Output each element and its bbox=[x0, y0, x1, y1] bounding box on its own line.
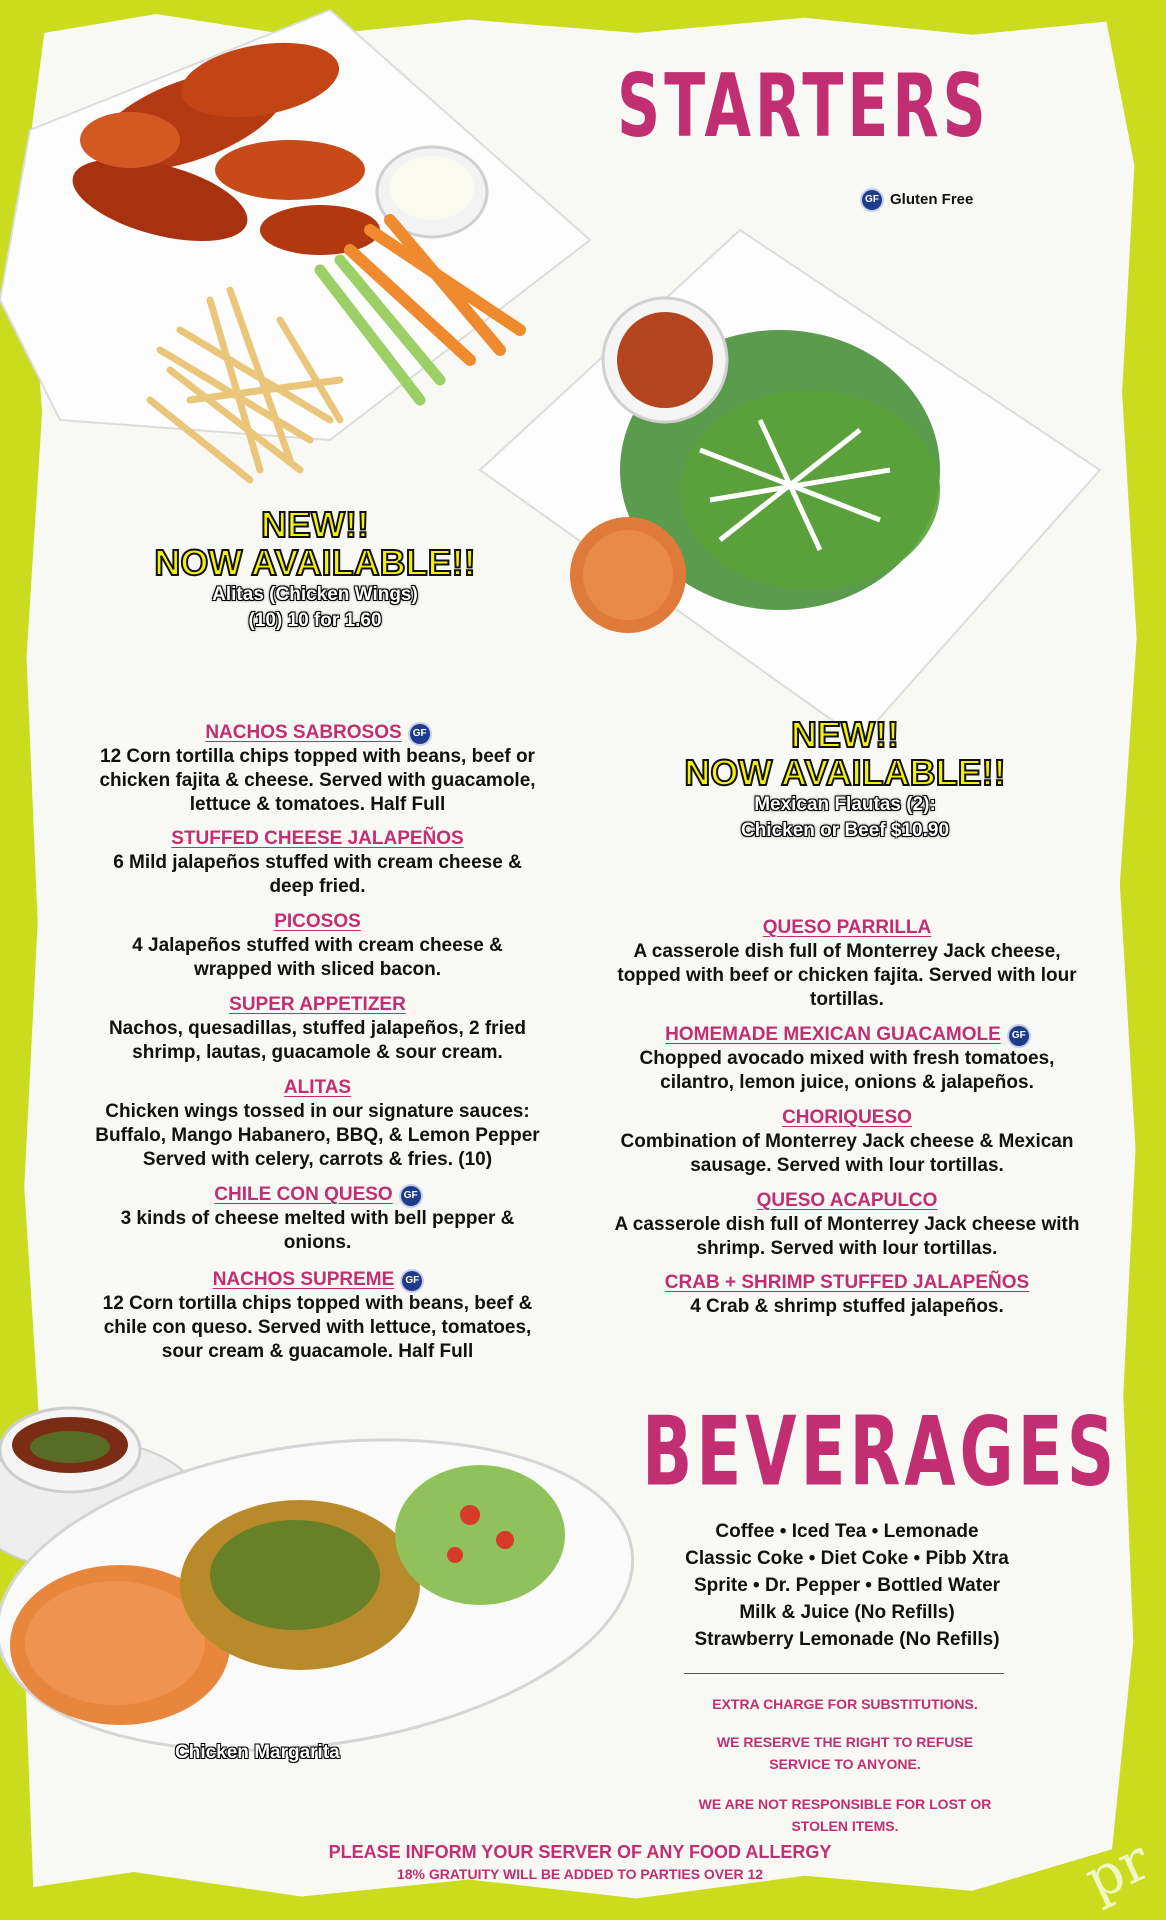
starters-title: STARTERS bbox=[617, 56, 990, 158]
gluten-free-legend bbox=[862, 190, 973, 210]
item-desc: Combination of Monterrey Jack cheese & Mexican sausage. Served with lour tortillas. bbox=[620, 1131, 1074, 1176]
item-desc: Nachos, quesadillas, stuffed jalapeños, 2 fried shrimp, lautas, guacamole & sour cream. bbox=[108, 1018, 527, 1063]
item-desc: Chopped avocado mixed with fresh tomatoes, cilantro, lemon juice, onions & jalapeños. bbox=[639, 1048, 1055, 1093]
beverages-title: BEVERAGES bbox=[642, 1396, 1119, 1508]
flautas-plate-photo bbox=[460, 220, 1120, 780]
item-name: STUFFED CHEESE JALAPEÑOS bbox=[171, 828, 464, 849]
item-name: QUESO PARRILLA bbox=[762, 917, 932, 938]
item-name: QUESO ACAPULCO bbox=[756, 1190, 938, 1211]
menu-item-queso-acapulco bbox=[602, 1189, 1092, 1261]
chicken-margarita-photo bbox=[0, 1375, 640, 1795]
promo-wings bbox=[130, 506, 500, 634]
gf-badge-icon: GF bbox=[410, 724, 430, 744]
gf-badge-icon: GF bbox=[862, 190, 882, 210]
beverage-line: Classic Coke • Diet Coke • Pibb Xtra bbox=[685, 1548, 1009, 1569]
watermark: pr bbox=[1075, 1827, 1160, 1914]
menu-item-crab-shrimp-jalapenos bbox=[612, 1271, 1082, 1319]
menu-item-nachos-supreme bbox=[95, 1268, 540, 1364]
beverages-list bbox=[612, 1518, 1082, 1653]
promo-price: (10) 10 for 1.60 bbox=[248, 609, 382, 631]
item-name: ALITAS bbox=[283, 1077, 352, 1098]
item-desc: 4 Crab & shrimp stuffed jalapeños. bbox=[690, 1296, 1004, 1317]
item-desc: A casserole dish full of Monterrey Jack cheese, topped with beef or chicken fajita. Served with lour tortillas. bbox=[617, 941, 1077, 1010]
notice-lost-items: WE ARE NOT RESPONSIBLE FOR LOST OR STOLEN ITEMS. bbox=[698, 1796, 992, 1834]
salad bbox=[395, 1465, 565, 1605]
menu-item-picosos bbox=[100, 910, 535, 982]
beverage-line: Coffee • Iced Tea • Lemonade bbox=[715, 1521, 979, 1542]
item-desc: 12 Corn tortilla chips topped with beans, beef & chile con queso. Served with lettuce, tomatoes, sour cream & guacamole. Half Full bbox=[102, 1293, 533, 1362]
promo-available: NOW AVAILABLE!! bbox=[154, 541, 476, 583]
beverage-line: Milk & Juice (No Refills) bbox=[739, 1602, 955, 1623]
item-desc: 3 kinds of cheese melted with bell pepper & onions. bbox=[120, 1208, 515, 1253]
item-name: NACHOS SABROSOS bbox=[205, 722, 402, 743]
gf-badge-icon: GF bbox=[401, 1186, 421, 1206]
item-name: PICOSOS bbox=[274, 911, 361, 932]
promo-new: NEW!! bbox=[261, 504, 369, 545]
menu-item-alitas bbox=[70, 1076, 565, 1172]
menu-item-stuffed-cheese-jalapenos bbox=[90, 827, 545, 899]
menu-item-nachos-sabrosos bbox=[70, 721, 565, 817]
menu-item-choriqueso bbox=[597, 1106, 1097, 1178]
menu-item-homemade-guacamole bbox=[602, 1023, 1092, 1095]
promo-item: Mexican Flautas (2): bbox=[754, 793, 936, 815]
menu-item-chile-con-queso bbox=[100, 1183, 535, 1255]
menu-item-super-appetizer bbox=[80, 993, 555, 1065]
gratuity-notice: 18% GRATUITY WILL BE ADDED TO PARTIES OVER 12 bbox=[396, 1866, 764, 1882]
promo-available: NOW AVAILABLE!! bbox=[684, 751, 1006, 793]
promo-item: Alitas (Chicken Wings) bbox=[212, 583, 418, 605]
item-name: SUPER APPETIZER bbox=[229, 994, 406, 1015]
promo-new: NEW!! bbox=[791, 714, 899, 755]
gluten-free-label: Gluten Free bbox=[890, 190, 974, 208]
notice-substitutions: EXTRA CHARGE FOR SUBSTITUTIONS. bbox=[712, 1696, 978, 1712]
item-name: CRAB + SHRIMP STUFFED JALAPEÑOS bbox=[664, 1272, 1030, 1293]
photo-caption: Chicken Margarita bbox=[175, 1742, 340, 1763]
notice-refuse-service: WE RESERVE THE RIGHT TO REFUSE SERVICE TO ANYONE. bbox=[716, 1734, 974, 1772]
item-name: CHILE CON QUESO bbox=[214, 1184, 393, 1205]
item-desc: Chicken wings tossed in our signature sauces: Buffalo, Mango Habanero, BBQ, & Lemon Pepper Served with celery, carrots & fries. (10) bbox=[95, 1101, 540, 1170]
item-name: CHORIQUESO bbox=[782, 1107, 912, 1128]
item-desc: 6 Mild jalapeños stuffed with cream cheese & deep fried. bbox=[113, 852, 522, 897]
beverage-line: Sprite • Dr. Pepper • Bottled Water bbox=[693, 1575, 1001, 1596]
item-desc: A casserole dish full of Monterrey Jack cheese with shrimp. Served with lour tortillas. bbox=[614, 1214, 1080, 1259]
item-desc: 12 Corn tortilla chips topped with beans, beef or chicken fajita & cheese. Served with guacamole, lettuce & tomatoes. Half Full bbox=[99, 746, 536, 815]
gf-badge-icon: GF bbox=[402, 1271, 422, 1291]
promo-flautas bbox=[660, 716, 1030, 844]
beverage-line: Strawberry Lemonade (No Refills) bbox=[694, 1629, 1000, 1650]
item-name: HOMEMADE MEXICAN GUACAMOLE bbox=[665, 1024, 1001, 1045]
menu-item-queso-parrilla bbox=[602, 916, 1092, 1012]
gf-badge-icon: GF bbox=[1009, 1026, 1029, 1046]
item-name: NACHOS SUPREME bbox=[212, 1269, 395, 1290]
divider bbox=[684, 1673, 1004, 1674]
allergy-notice: PLEASE INFORM YOUR SERVER OF ANY FOOD ALLERGY bbox=[328, 1842, 832, 1862]
promo-price: Chicken or Beef $10.90 bbox=[740, 819, 950, 841]
item-desc: 4 Jalapeños stuffed with cream cheese & wrapped with sliced bacon. bbox=[132, 935, 503, 980]
